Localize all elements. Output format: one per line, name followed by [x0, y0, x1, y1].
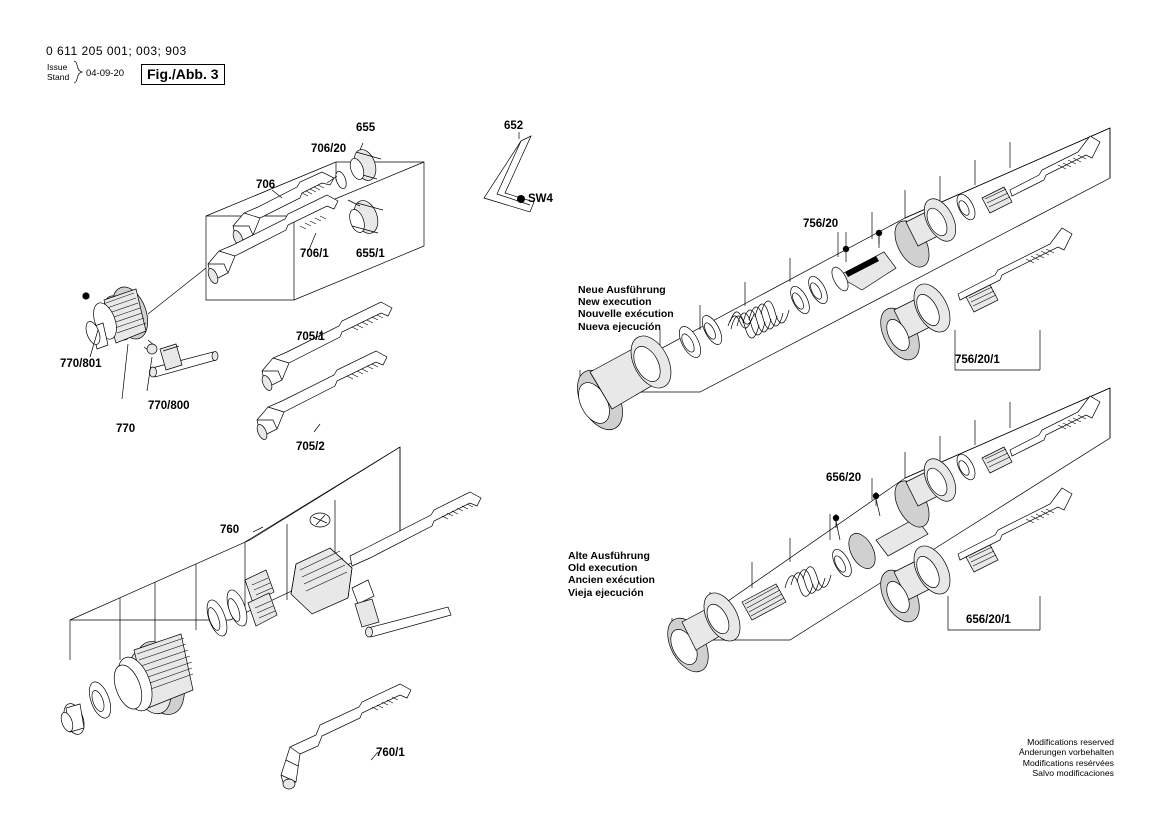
callout-756-20: 756/20 [803, 218, 839, 230]
old-execution-es: Vieja ejecución [568, 586, 644, 599]
old-execution-en: Old execution [568, 562, 638, 575]
part-number: 0 611 205 001; 003; 903 [46, 44, 187, 58]
part-655-ring [348, 147, 381, 184]
callout-706: 706 [256, 179, 276, 191]
new-execution-fr: Nouvelle exécution [578, 308, 674, 321]
callout-770-800: 770/800 [148, 400, 190, 412]
callout-656-20: 656/20 [826, 472, 862, 484]
callout-705-2: 705/2 [296, 441, 325, 453]
part-770-chuck [82, 282, 157, 354]
callout-760: 760 [220, 524, 240, 536]
part-770-800-key [150, 344, 219, 377]
issue-label-line2: Stand [47, 72, 70, 82]
callout-sw4: SW4 [528, 193, 553, 205]
figure-label: Fig./Abb. 3 [141, 64, 225, 85]
footer-line-3: Modifications resérvées [1022, 757, 1114, 768]
callout-706-20: 706/20 [311, 143, 347, 155]
footer-line-1: Modifications reserved [1027, 737, 1114, 747]
callout-652: 652 [504, 120, 524, 132]
footer-notice [874, 737, 1114, 779]
old-execution-parts [659, 396, 1100, 679]
callout-760-1: 760/1 [376, 747, 405, 759]
new-execution-en: New execution [578, 296, 652, 309]
issue-date: 04-09-20 [86, 68, 125, 79]
callout-770: 770 [116, 423, 136, 435]
part-705-1-shaft [260, 302, 392, 392]
issue-label-line1: Issue [47, 62, 68, 72]
new-execution-es: Nueva ejecución [578, 320, 661, 333]
callout-756-20-1: 756/20/1 [955, 354, 1000, 366]
callout-770-801: 770/801 [60, 358, 102, 370]
part-655-1-ring [347, 197, 383, 236]
old-execution-block [568, 550, 655, 599]
footer-line-2: Änderungen vorbehalten [1018, 747, 1114, 758]
old-execution-de: Alte Ausführung [568, 550, 650, 562]
part-652-allen-key [484, 136, 534, 212]
callout-655: 655 [356, 122, 376, 134]
part-760-cluster [59, 492, 481, 737]
old-execution-fr: Ancien exécution [568, 574, 655, 587]
callout-655-1: 655/1 [356, 248, 385, 260]
callout-656-20-1: 656/20/1 [966, 614, 1011, 626]
new-execution-de: Neue Ausführung [578, 284, 666, 296]
footer-line-4: Salvo modificaciones [1032, 768, 1114, 779]
spring-old [785, 567, 831, 597]
new-execution-block [578, 284, 674, 333]
group-760-projection [70, 447, 400, 660]
callout-705-1: 705/1 [296, 331, 325, 343]
callout-706-1: 706/1 [300, 248, 329, 260]
part-760-1-chuck [281, 684, 411, 789]
